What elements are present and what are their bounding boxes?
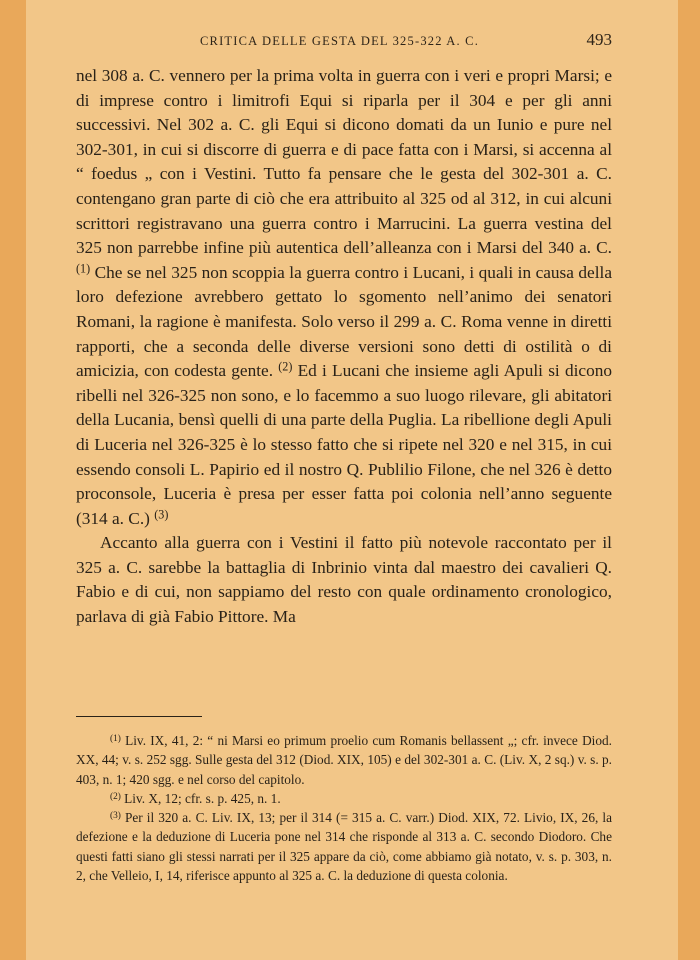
main-text	[76, 64, 612, 630]
footnote-ref-2: (2)	[278, 359, 293, 374]
footnote-3-text: Per il 320 a. C. Liv. IX, 13; per il 314 (= 315 a. C. varr.) Diod. XIX, 72. Livio, IX, 26, la defezione e la deduzione di Luceria pone nel 314 che risponde al 313 a. C. secondo Diodoro. Che questi fatti siano gli stessi narrati per il 325 appare da ciò, come abbiamo già notato, v. s. p. 303, n. 2, che Velleio, I, 14, riferisce appunto al 325 a. C. la deduzione di questa colonia.	[76, 810, 612, 884]
footnote-separator	[76, 716, 202, 717]
footnote-1	[76, 731, 612, 789]
footnote-2-marker: (2)	[110, 791, 121, 802]
footnote-1-text: Liv. IX, 41, 2: “ ni Marsi eo primum proelio cum Romanis bellassent „; cfr. invece Diod. XX, 44; v. s. 252 sgg. Sulle gesta del 312 (Diod. XIX, 105) e del 302-301 a. C. (Liv. X, 2 sq.) v. s. p. 403, n. 1; 420 sgg. e nel corso del capitolo.	[76, 733, 612, 787]
paragraph-1-text-a: nel 308 a. C. vennero per la prima volta in guerra con i veri e propri Marsi; e di imprese contro i limitrofi Equi si riparla per il 304 e per gli anni successivi. Nel 302 a. C. gli Equi si dicono domati da un Iunio e pure nel 302-301, in cui si discorre di guerra e di pace fatta con i Marsi, si accenna al “ foedus „ con i Vestini. Tutto fa pensare che le gesta del 302-301 a. C. contengano gran parte di ciò che era attribuito al 325 od al 312, in cui alcuni scrittori registravano una guerra contro i Marrucini. La guerra vestina del 325 non parrebbe infine più autentica dell’alleanza con i Marsi del 340 a. C.	[76, 66, 612, 258]
paragraph-1	[76, 64, 612, 531]
footnote-ref-1: (1)	[76, 261, 91, 276]
footnote-2-text: Liv. X, 12; cfr. s. p. 425, n. 1.	[120, 790, 281, 806]
footnote-1-marker: (1)	[110, 733, 121, 744]
footnote-ref-3: (3)	[154, 507, 169, 522]
footnote-2	[76, 789, 612, 808]
footnotes	[76, 731, 612, 885]
page-number: 493	[586, 30, 612, 49]
footnote-3-marker: (3)	[110, 811, 121, 821]
paragraph-1-text-c: Ed i Lucani che insieme agli Apuli si dicono ribelli nel 326-325 non sono, e lo facemmo a suo luogo rilevare, gli abitatori della Lucania, bensì quelli di una parte della Puglia. La ribellione degli Apuli di Luceria nel 326-325 è lo stesso fatto che si ripete nel 320 e nel 315, in cui essendo consoli L. Papirio ed il nostro Q. Publilio Filone, che nel 326 è detto proconsole, Luceria è presa per esser fatta poi colonia nell’anno seguente (314 a. C.)	[76, 361, 612, 528]
paragraph-1-text-b: Che se nel 325 non scoppia la guerra contro i Lucani, i quali in causa della loro defezione avrebbero gettato lo sgomento nell’animo dei senatori Romani, la ragione è manifesta. Solo verso il 299 a. C. Roma venne in diretti rapporti, che a seconda delle diverse versioni sono detti di ostilità o di amicizia, con codesta gente.	[76, 262, 612, 381]
running-title: CRITICA DELLE GESTA DEL 325-322 A. C.	[200, 34, 480, 48]
footnote-3	[76, 808, 612, 885]
paragraph-2: Accanto alla guerra con i Vestini il fatto più notevole raccontato per il 325 a. C. sarebbe la battaglia di Inbrinio vinta dal maestro dei cavalieri Q. Fabio e di cui, non sappiamo del resto con quale ordinamento cronologico, parlava di già Fabio Pittore. Ma	[76, 533, 612, 627]
